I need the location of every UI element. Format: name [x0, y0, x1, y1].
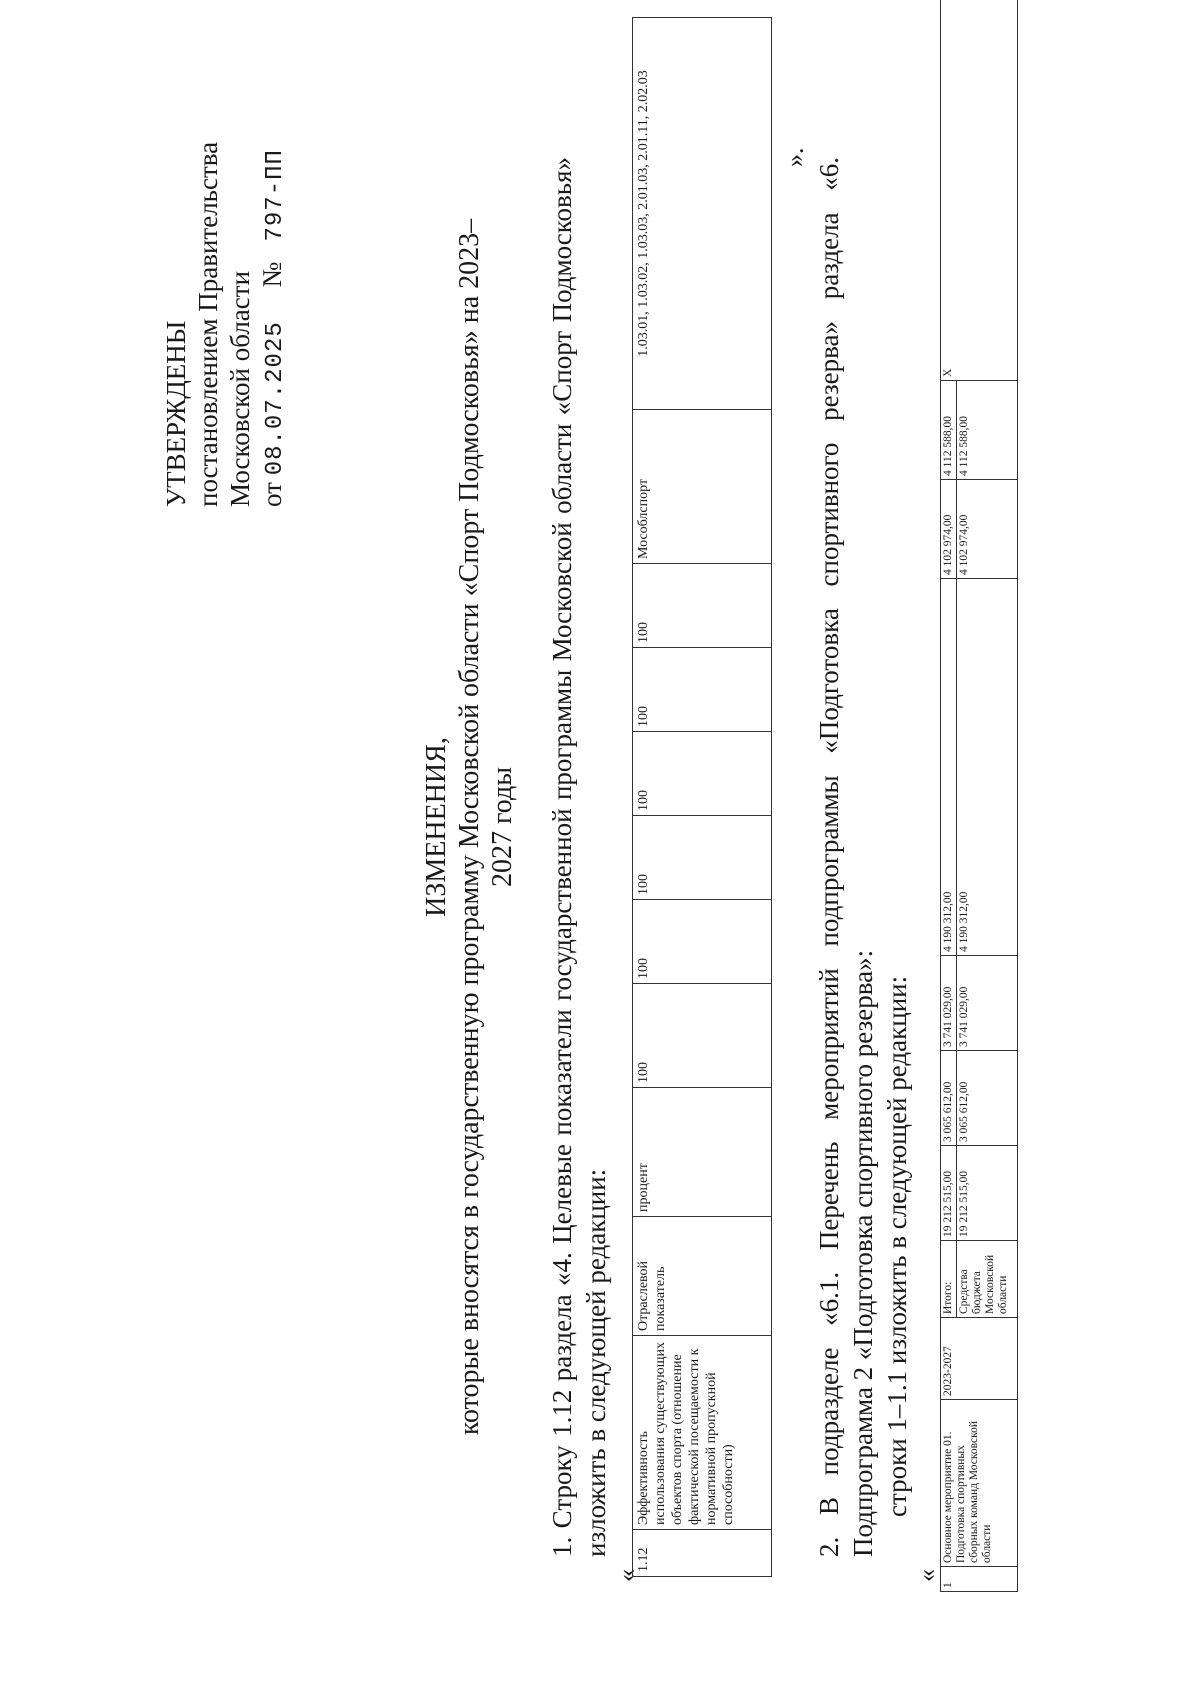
- document-title: [420, 207, 519, 1447]
- amount-cell: 3 741 029,00: [957, 956, 1018, 1051]
- amount-cell: 4 112 588,00: [957, 381, 1018, 480]
- approval-region: Московской области: [225, 270, 255, 507]
- amount-cell: 3 065 612,00: [957, 1051, 1018, 1146]
- value-cell: 100: [633, 732, 772, 816]
- amount-cell: 4 112 588,00: [941, 381, 957, 480]
- amount-cell: 3 741 029,00: [941, 956, 957, 1051]
- approval-date-line: [256, 47, 292, 507]
- responsible-body: Мособлспорт: [633, 410, 772, 564]
- number-label: №: [257, 261, 287, 288]
- amount-cell: 19 212 515,00: [957, 1146, 1018, 1241]
- row-number: 1: [941, 1567, 1018, 1592]
- linked-codes: 1.03.01, 1.03.02, 1.03.03, 2.01.03, 2.01.11, 2.02.03: [633, 18, 772, 410]
- executor-mark: X: [941, 0, 1018, 381]
- approval-authority: постановлением Правительства: [193, 141, 223, 507]
- section2-paragraph-continued: строки 1–1.1 изложить в следующей редакции:: [882, 975, 912, 1517]
- table-row: [941, 0, 957, 1592]
- section2-paragraph: 2. В подразделе «6.1. Перечень мероприятий подпрограммы «Подготовка спортивного резерва» раздела «6. Подпрограмма 2 «Подготовка спортивного резерва»:: [814, 157, 878, 1557]
- value-cell: 100: [633, 984, 772, 1088]
- approval-heading: УТВЕРЖДЕНЫ: [161, 320, 191, 507]
- measure-years: 2023-2027: [941, 1318, 1018, 1400]
- section1-close-quote: ».: [780, 147, 809, 167]
- value-cell: 100: [633, 564, 772, 648]
- value-cell: 100: [633, 900, 772, 984]
- section1-open-quote: «: [612, 1569, 641, 1582]
- measures-table: [940, 0, 1018, 1592]
- title-heading: ИЗМЕНЕНИЯ,: [421, 737, 452, 917]
- indicator-table: [632, 17, 772, 1577]
- amount-cell: 4 102 974,00: [941, 480, 957, 579]
- amount-cell: 4 190 312,00: [957, 579, 1018, 956]
- approval-date: 08.07.2025: [262, 321, 289, 476]
- table-row: [633, 18, 772, 1577]
- amount-cell: 4 102 974,00: [957, 480, 1018, 579]
- amount-cell: 3 065 612,00: [941, 1051, 957, 1146]
- approval-block: [160, 47, 292, 507]
- indicator-name: Эффективность использования существующих объектов спорта (отношение фактической посещаемости к нормативной пропускной способности): [633, 1336, 772, 1530]
- row-number: 1.12: [633, 1530, 772, 1577]
- approval-number: 797-ПП: [262, 149, 289, 242]
- source-budget: Средства бюджета Московской области: [957, 1241, 1018, 1318]
- date-prefix: от: [257, 482, 287, 507]
- section2-open-quote: «: [912, 1569, 941, 1582]
- indicator-type: Отраслевой показатель: [633, 1217, 772, 1336]
- amount-cell: 4 190 312,00: [941, 579, 957, 956]
- section1-paragraph: 1. Строку 1.12 раздела «4. Целевые показатели государственной программы Московской области «Спорт Подмосковья» изложить в следующей редакции:: [547, 157, 611, 1557]
- measure-name: Основное мероприятие 01. Подготовка спортивных сборных команд Московской области: [941, 1400, 1018, 1567]
- title-subheading: которые вносятся в государственную программу Московской области «Спорт Подмосковья» на 2023–2027 годы: [454, 218, 518, 1436]
- value-cell: 100: [633, 816, 772, 900]
- source-total: Итого:: [941, 1241, 957, 1318]
- value-cell: 100: [633, 648, 772, 732]
- amount-cell: 19 212 515,00: [941, 1146, 957, 1241]
- indicator-unit: процент: [633, 1088, 772, 1217]
